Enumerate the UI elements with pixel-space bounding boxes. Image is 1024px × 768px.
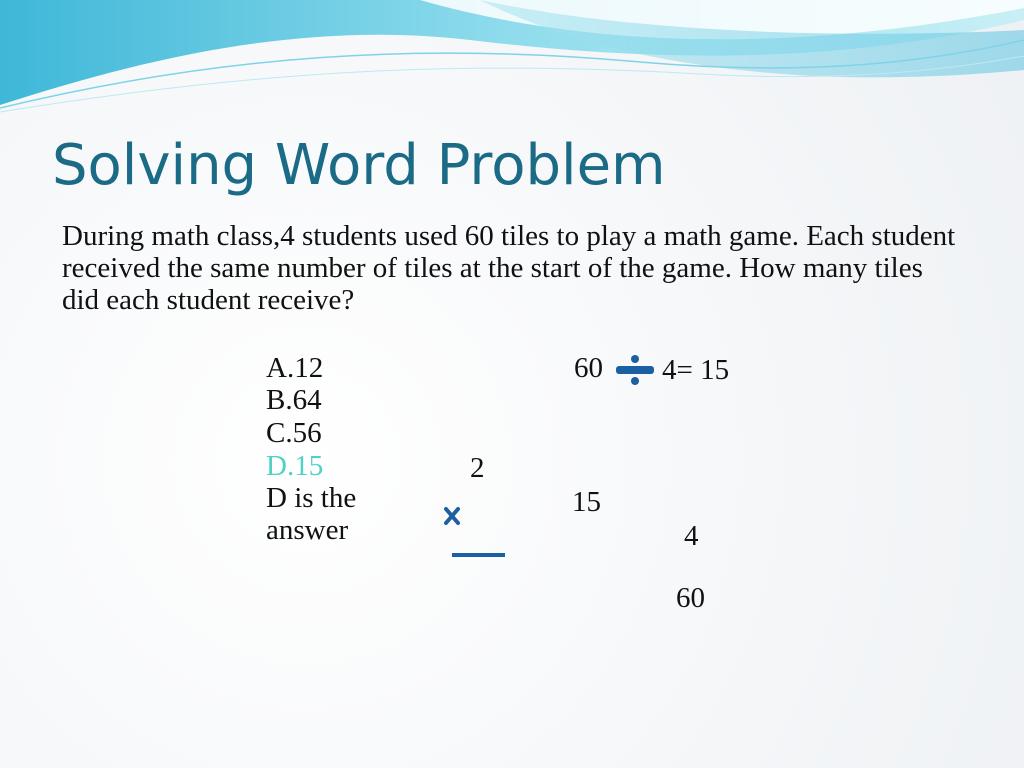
division-dividend: 60	[574, 352, 603, 384]
answer-statement-line-1: D is the	[266, 482, 357, 514]
multiplication-carry: 2	[470, 452, 485, 484]
problem-text: During math class,4 students used 60 tiles to play a math game. Each student received the same number of tiles at the start of the game. How many tiles did each student receive?	[62, 220, 956, 316]
option-a: A.12	[266, 352, 324, 384]
divide-icon	[614, 354, 656, 386]
division-result: 4= 15	[662, 354, 730, 386]
header-wave-decoration	[0, 0, 1024, 120]
multiplication-bar	[452, 553, 505, 557]
option-c: C.56	[266, 417, 322, 449]
multiplication-product: 60	[676, 582, 705, 614]
option-d-correct: D.15	[266, 450, 324, 482]
multiplication-multiplicand: 15	[572, 486, 601, 518]
answer-statement-line-2: answer	[266, 514, 349, 546]
slide-title: Solving Word Problem	[52, 133, 666, 198]
option-b: B.64	[266, 384, 322, 416]
multiplication-multiplier: 4	[684, 520, 699, 552]
multiply-icon	[443, 506, 461, 526]
